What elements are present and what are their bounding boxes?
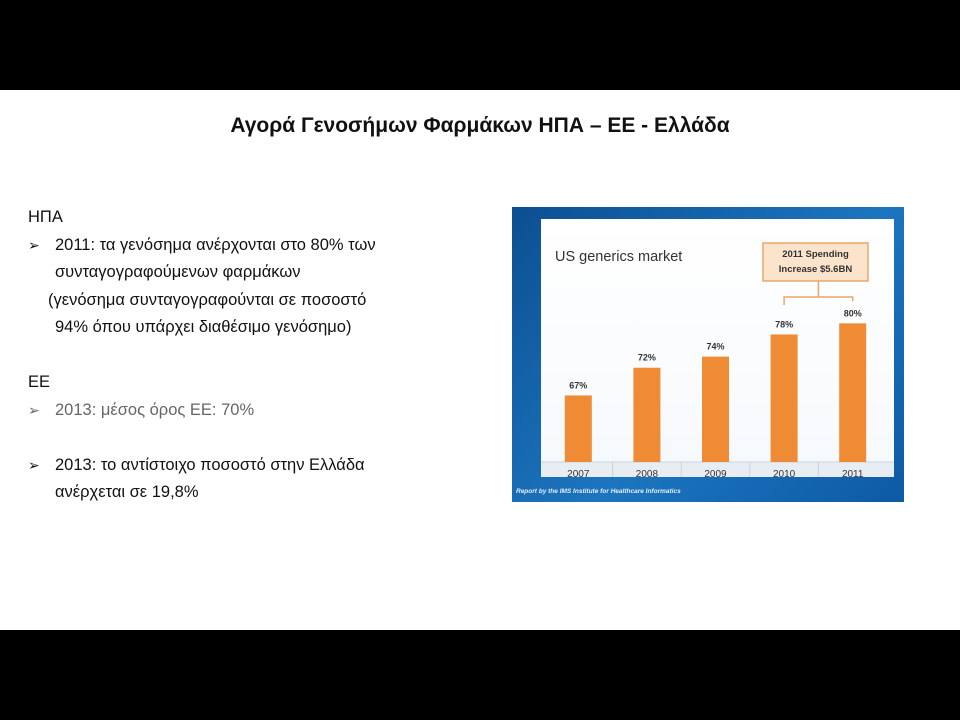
callout [763,243,868,305]
arrow-bullet-icon: ➢ [28,236,40,253]
eu-bullet-text: 2013: μέσος όρος ΕΕ: 70% [55,400,255,419]
bars-layer [541,308,894,477]
chart-frame [512,207,904,502]
callout-bracket [784,281,853,305]
eu-heading: ΕΕ [28,373,51,391]
usa-bullet-line1: 2011: τα γενόσημα ανέρχονται στο 80% των [55,235,376,254]
callout-line2: Increase $5.6BN [778,264,853,275]
bar-2011 [839,323,866,462]
body-text [28,204,468,507]
chart-area [541,219,894,477]
chart-title: US generics market [555,249,683,265]
usa-bullet-line2: συνταγογραφούμενων φαρμάκων [55,263,301,281]
data-label-2009: 74% [706,341,725,352]
data-label-2007: 67% [569,380,588,391]
data-label-2011: 80% [843,308,862,319]
tick-label-2011: 2011 [841,469,864,477]
usa-heading: ΗΠΑ [28,208,63,226]
bar-2007 [565,395,592,462]
arrow-bullet-icon: ➢ [28,401,40,418]
greece-bullet-line1: 2013: το αντίστοιχο ποσοστό στην Ελλάδα [55,455,365,474]
arrow-bullet-icon: ➢ [28,456,40,473]
bar-2008 [633,368,660,462]
usa-note [28,314,468,342]
bar-2010 [771,334,798,462]
slide [0,90,960,630]
tick-label-2008: 2008 [635,469,659,477]
usa-note-line2: 94% όπου υπάρχει διαθέσιμο γενόσημο) [55,318,352,336]
data-label-2010: 78% [775,319,794,330]
greece-bullet [28,452,468,507]
tick-label-2007: 2007 [567,469,590,477]
chart-source: Report by the IMS Institute for Healthcare Informatics [516,488,681,495]
usa-note-line1: (γενόσημα συνταγογραφούνται σε ποσοστό [48,290,367,309]
eu-bullet [28,397,468,425]
callout-line1: 2011 Spending [782,249,849,260]
tick-label-2009: 2009 [704,469,727,477]
bar-2009 [702,357,729,462]
data-label-2008: 72% [637,352,656,363]
slide-title: Αγορά Γενοσήμων Φαρμάκων ΗΠΑ – ΕΕ - Ελλάδα [230,114,730,137]
usa-bullet [28,232,468,287]
greece-bullet-line2: ανέρχεται σε 19,8% [55,483,199,501]
tick-label-2010: 2010 [772,469,796,477]
bar-chart [541,219,894,477]
